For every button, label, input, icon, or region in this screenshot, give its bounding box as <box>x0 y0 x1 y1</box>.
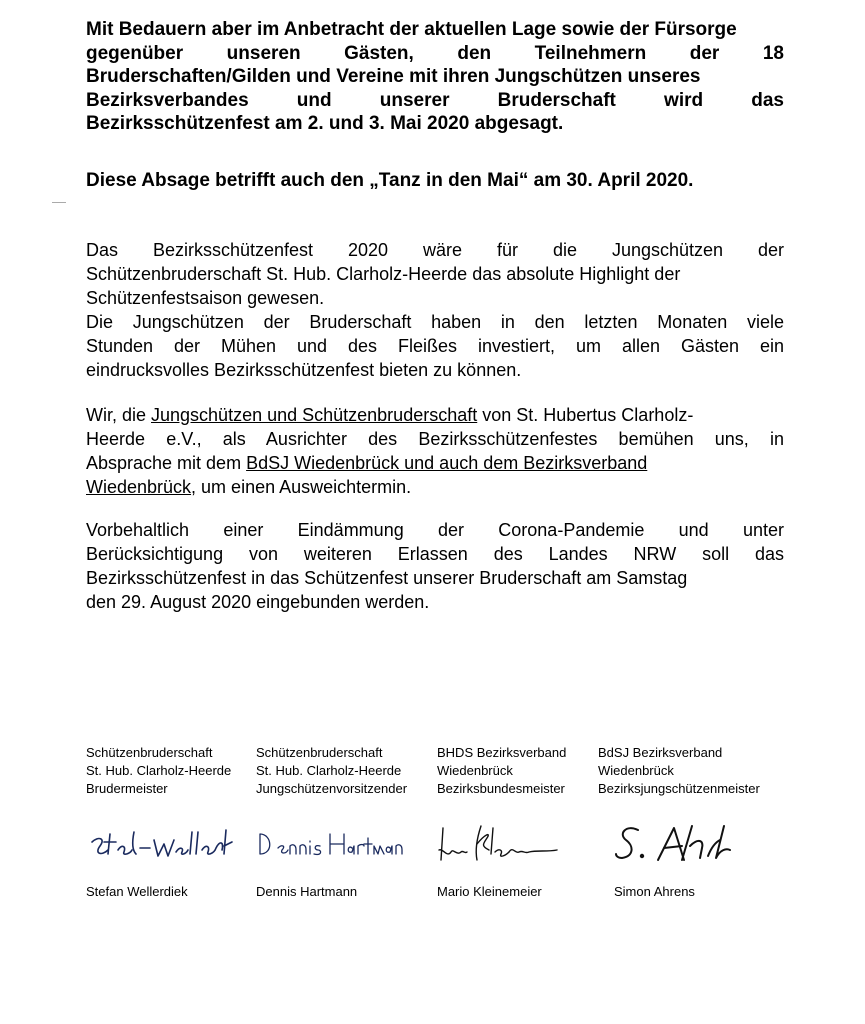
signatory-title <box>598 744 760 798</box>
paragraph-line: eindrucksvolles Bezirksschützenfest bieten zu können. <box>86 360 522 380</box>
signatory-org: BdSJ Bezirksverband <box>598 745 723 760</box>
paragraph-line: Schützenbruderschaft St. Hub. Clarholz-Heerde das absolute Highlight der <box>86 264 681 284</box>
paragraph-line: Berücksichtigung von weiteren Erlassen des Landes NRW soll das <box>86 544 784 564</box>
signatory-unit: St. Hub. Clarholz-Heerde <box>86 763 232 778</box>
signatory-role: Brudermeister <box>86 781 168 796</box>
paragraph-line: Stunden der Mühen und des Fleißes investiert, um allen Gästen ein <box>86 336 784 356</box>
signatory-unit: St. Hub. Clarholz-Heerde <box>256 763 402 778</box>
paragraph-line: Bezirksschützenfest in das Schützenfest unserer Bruderschaft am Samstag <box>86 568 688 588</box>
paragraph-line: Schützenfestsaison gewesen. <box>86 288 325 308</box>
underlined-associations: Wiedenbrück <box>86 477 192 497</box>
signatory-org: Schützenbruderschaft <box>256 745 383 760</box>
signature-stefan-wellerdiek <box>88 820 238 870</box>
notice-line: Bezirksschützenfest am 2. und 3. Mai 2020 abgesagt. <box>86 113 564 134</box>
paragraph-text: Absprache mit dem <box>86 453 247 473</box>
signatory-name: Dennis Hartmann <box>256 884 358 899</box>
signatory-org: Schützenbruderschaft <box>86 745 213 760</box>
tanz-in-den-mai-notice: Diese Absage betrifft auch den „Tanz in den Mai“ am 30. April 2020. <box>86 170 694 191</box>
underlined-associations: BdSJ Wiedenbrück und auch dem Bezirksverband <box>246 453 648 473</box>
signatory-name: Mario Kleinemeier <box>437 884 542 899</box>
paragraph-line: Die Jungschützen der Bruderschaft haben in den letzten Monaten viele <box>86 312 784 332</box>
notice-line: Mit Bedauern aber im Anbetracht der aktuellen Lage sowie der Fürsorge <box>86 19 737 40</box>
cancellation-notice <box>86 18 784 136</box>
signature-mario-kleinemeier <box>437 820 567 870</box>
paragraph-text: von St. Hubertus Clarholz- <box>477 405 694 425</box>
signatory-title <box>437 744 566 798</box>
signatory-title <box>256 744 407 798</box>
signatory-unit: Wiedenbrück <box>437 763 513 778</box>
signatory-org: BHDS Bezirksverband <box>437 745 567 760</box>
paragraph-text: Wir, die <box>86 405 152 425</box>
paragraph-line: Vorbehaltlich einer Eindämmung der Corona-Pandemie und unter <box>86 520 784 540</box>
paragraph-corona <box>86 518 784 614</box>
paragraph-line: Das Bezirksschützenfest 2020 wäre für die Jungschützen der <box>86 240 784 260</box>
signatory-role: Jungschützenvorsitzender <box>256 781 408 796</box>
margin-mark <box>52 202 66 203</box>
notice-line: Bruderschaften/Gilden und Vereine mit ihren Jungschützen unseres <box>86 66 701 87</box>
paragraph-highlight <box>86 238 784 382</box>
signatory-unit: Wiedenbrück <box>598 763 674 778</box>
paragraph-line: Heerde e.V., als Ausrichter des Bezirksschützenfestes bemühen uns, in <box>86 429 784 449</box>
paragraph-ausweichtermin <box>86 403 784 499</box>
signatory-name: Stefan Wellerdiek <box>86 884 188 899</box>
notice-line: Bezirksverbandes und unserer Bruderschaft wird das <box>86 89 784 111</box>
paragraph-line <box>86 475 784 499</box>
signatory-role: Bezirksbundesmeister <box>437 781 565 796</box>
signatory-role: Bezirksjungschützenmeister <box>598 781 760 796</box>
paragraph-line: den 29. August 2020 eingebunden werden. <box>86 592 430 612</box>
paragraph-line <box>86 403 784 427</box>
signature-dennis-hartmann <box>256 820 406 870</box>
paragraph-line <box>86 451 784 475</box>
paragraph-text: , um einen Ausweichtermin. <box>191 477 412 497</box>
signatory-title <box>86 744 231 798</box>
signature-simon-ahrens <box>612 820 762 870</box>
underlined-organizers: Jungschützen und Schützenbruderschaft <box>151 405 478 425</box>
signatory-name: Simon Ahrens <box>614 884 695 899</box>
notice-line: gegenüber unseren Gästen, den Teilnehmern der 18 <box>86 42 784 64</box>
